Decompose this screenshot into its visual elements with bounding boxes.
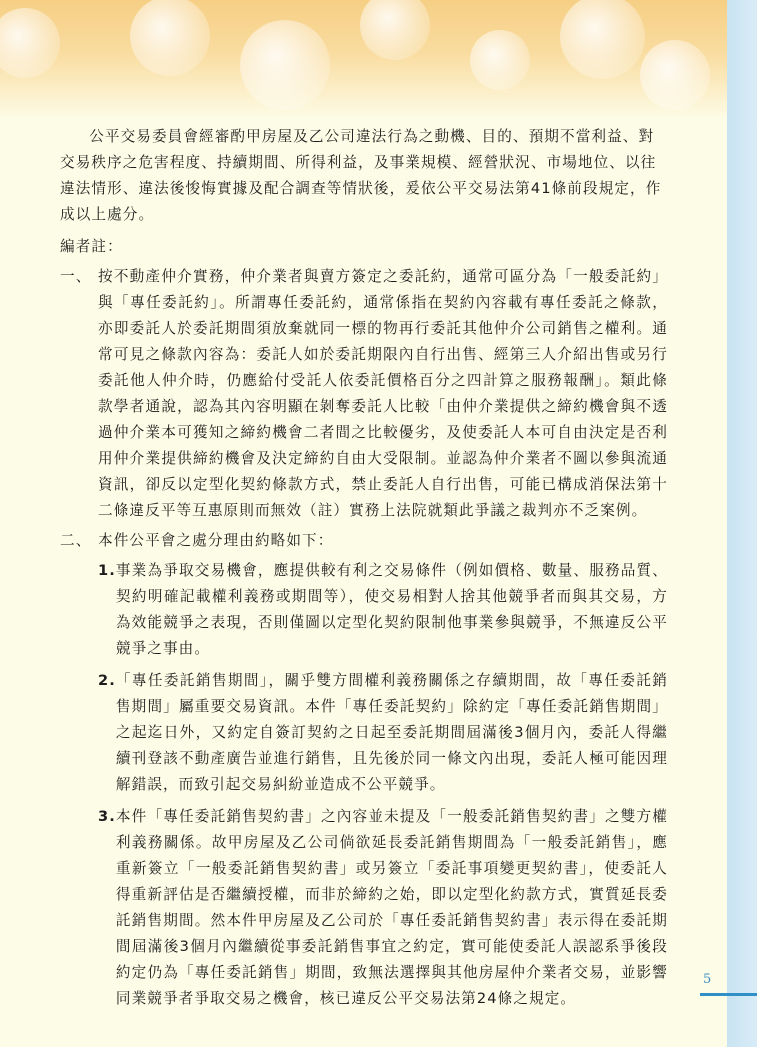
note-text: 本件公平會之處分理由約略如下： — [98, 532, 334, 549]
note-text: 按不動產仲介實務，仲介業者與賣方簽定之委託約，通常可區分為「一般委託約」與「專任委託約」。所謂專任委託約，通常係指在契約內容載有專任委託之條款，亦即委託人於委託期間須放棄就同一標的物再行委託其他仲介公司銷售之權利。通常可見之條款內容為：委託人如於委託期限內自行出售、經第三人介紹出售或另行委託他人仲介時，仍應給付受託人依委託價格百分之四計算之服務報酬」。類此條款學者通說，認為其內容明顯在剝奪委託人比較「由仲介業提供之締約機會與不透過仲介業本可獲知之締約機會二者間之比較優劣，及使委託人本可自由決定是否利用仲介業提供締約機會及決定締約自由大受限制。並認為仲介業者不圖以參與流通資訊，卻反以定型化契約條款方式，禁止委託人自行出售，可能已構成消保法第十二條違反平等互惠原則而無效（註）實務上法院就類此爭議之裁判亦不乏案例。 — [98, 268, 668, 519]
reason-item — [60, 558, 668, 662]
reason-item — [60, 804, 668, 1012]
header-decoration — [0, 0, 727, 118]
side-color-strip — [727, 0, 757, 1047]
page-number-rule — [700, 993, 757, 996]
reason-number: 3. — [98, 808, 116, 825]
intro-paragraph: 公平交易委員會經審酌甲房屋及乙公司違法行為之動機、目的、預期不當利益、對交易秩序之危害程度、持續期間、所得利益，及事業規模、經營狀況、市場地位、以往違法情形、違法後悛悔實據及配合調查等情狀後，爰依公平交易法第41條前段規定，作成以上處分。 — [60, 128, 662, 223]
document-body — [60, 124, 668, 1012]
reason-text: 「專任委託銷售期間」，關乎雙方間權利義務關係之存續期間，故「專任委託銷售期間」屬重要交易資訊。本件「專任委託契約」除約定「專任委託銷售期間」之起迄日外，又約定自簽訂契約之日起至委託期間屆滿後3個月內，委託人得繼續刊登該不動產廣告並進行銷售，且先後於同一條文內出現，委託人極可能因理解錯誤，而致引起交易糾紛並造成不公平競爭。 — [115, 672, 668, 793]
note-item — [60, 264, 668, 524]
reason-text: 本件「專任委託銷售契約書」之內容並未提及「一般委託銷售契約書」之雙方權利義務關係。故甲房屋及乙公司倘欲延長委託銷售期間為「一般委託銷售」，應重新簽立「一般委託銷售契約書」或另簽立「委託事項變更契約書」，使委託人得重新評估是否繼續授權，而非於締約之始，即以定型化約款方式，實質延長委託銷售期間。然本件甲房屋及乙公司於「專任委託銷售契約書」表示得在委託期間屆滿後3個月內繼續從事委託銷售事宜之約定，實可能使委託人誤認系爭後段約定仍為「專任委託銷售」期間，致無法選擇與其他房屋仲介業者交易，並影響同業競爭者爭取交易之機會，核已違反公平交易法第24條之規定。 — [115, 808, 668, 1007]
decorative-bubble — [130, 0, 210, 76]
page-number: 5 — [703, 972, 712, 987]
reason-item — [60, 668, 668, 798]
note-marker: 二、 — [60, 532, 92, 549]
editor-note-label: 編者註： — [60, 238, 123, 255]
note-item — [60, 528, 668, 554]
reason-number: 1. — [98, 562, 116, 579]
decorative-bubble — [470, 30, 530, 90]
decorative-bubble — [560, 0, 645, 79]
reason-text: 事業為爭取交易機會，應提供較有利之交易條件（例如價格、數量、服務品質、契約明確記載權利義務或期間等），使交易相對人捨其他競爭者而與其交易，方為效能競爭之表現，否則僅圖以定型化契約限制他事業參與競爭，不無違反公平競爭之事由。 — [115, 562, 668, 657]
decorative-bubble — [640, 40, 710, 110]
decorative-bubble — [240, 20, 330, 110]
note-marker: 一、 — [60, 268, 92, 285]
reason-number: 2. — [98, 672, 116, 689]
decorative-bubble — [360, 0, 430, 60]
decorative-bubble — [0, 8, 60, 78]
